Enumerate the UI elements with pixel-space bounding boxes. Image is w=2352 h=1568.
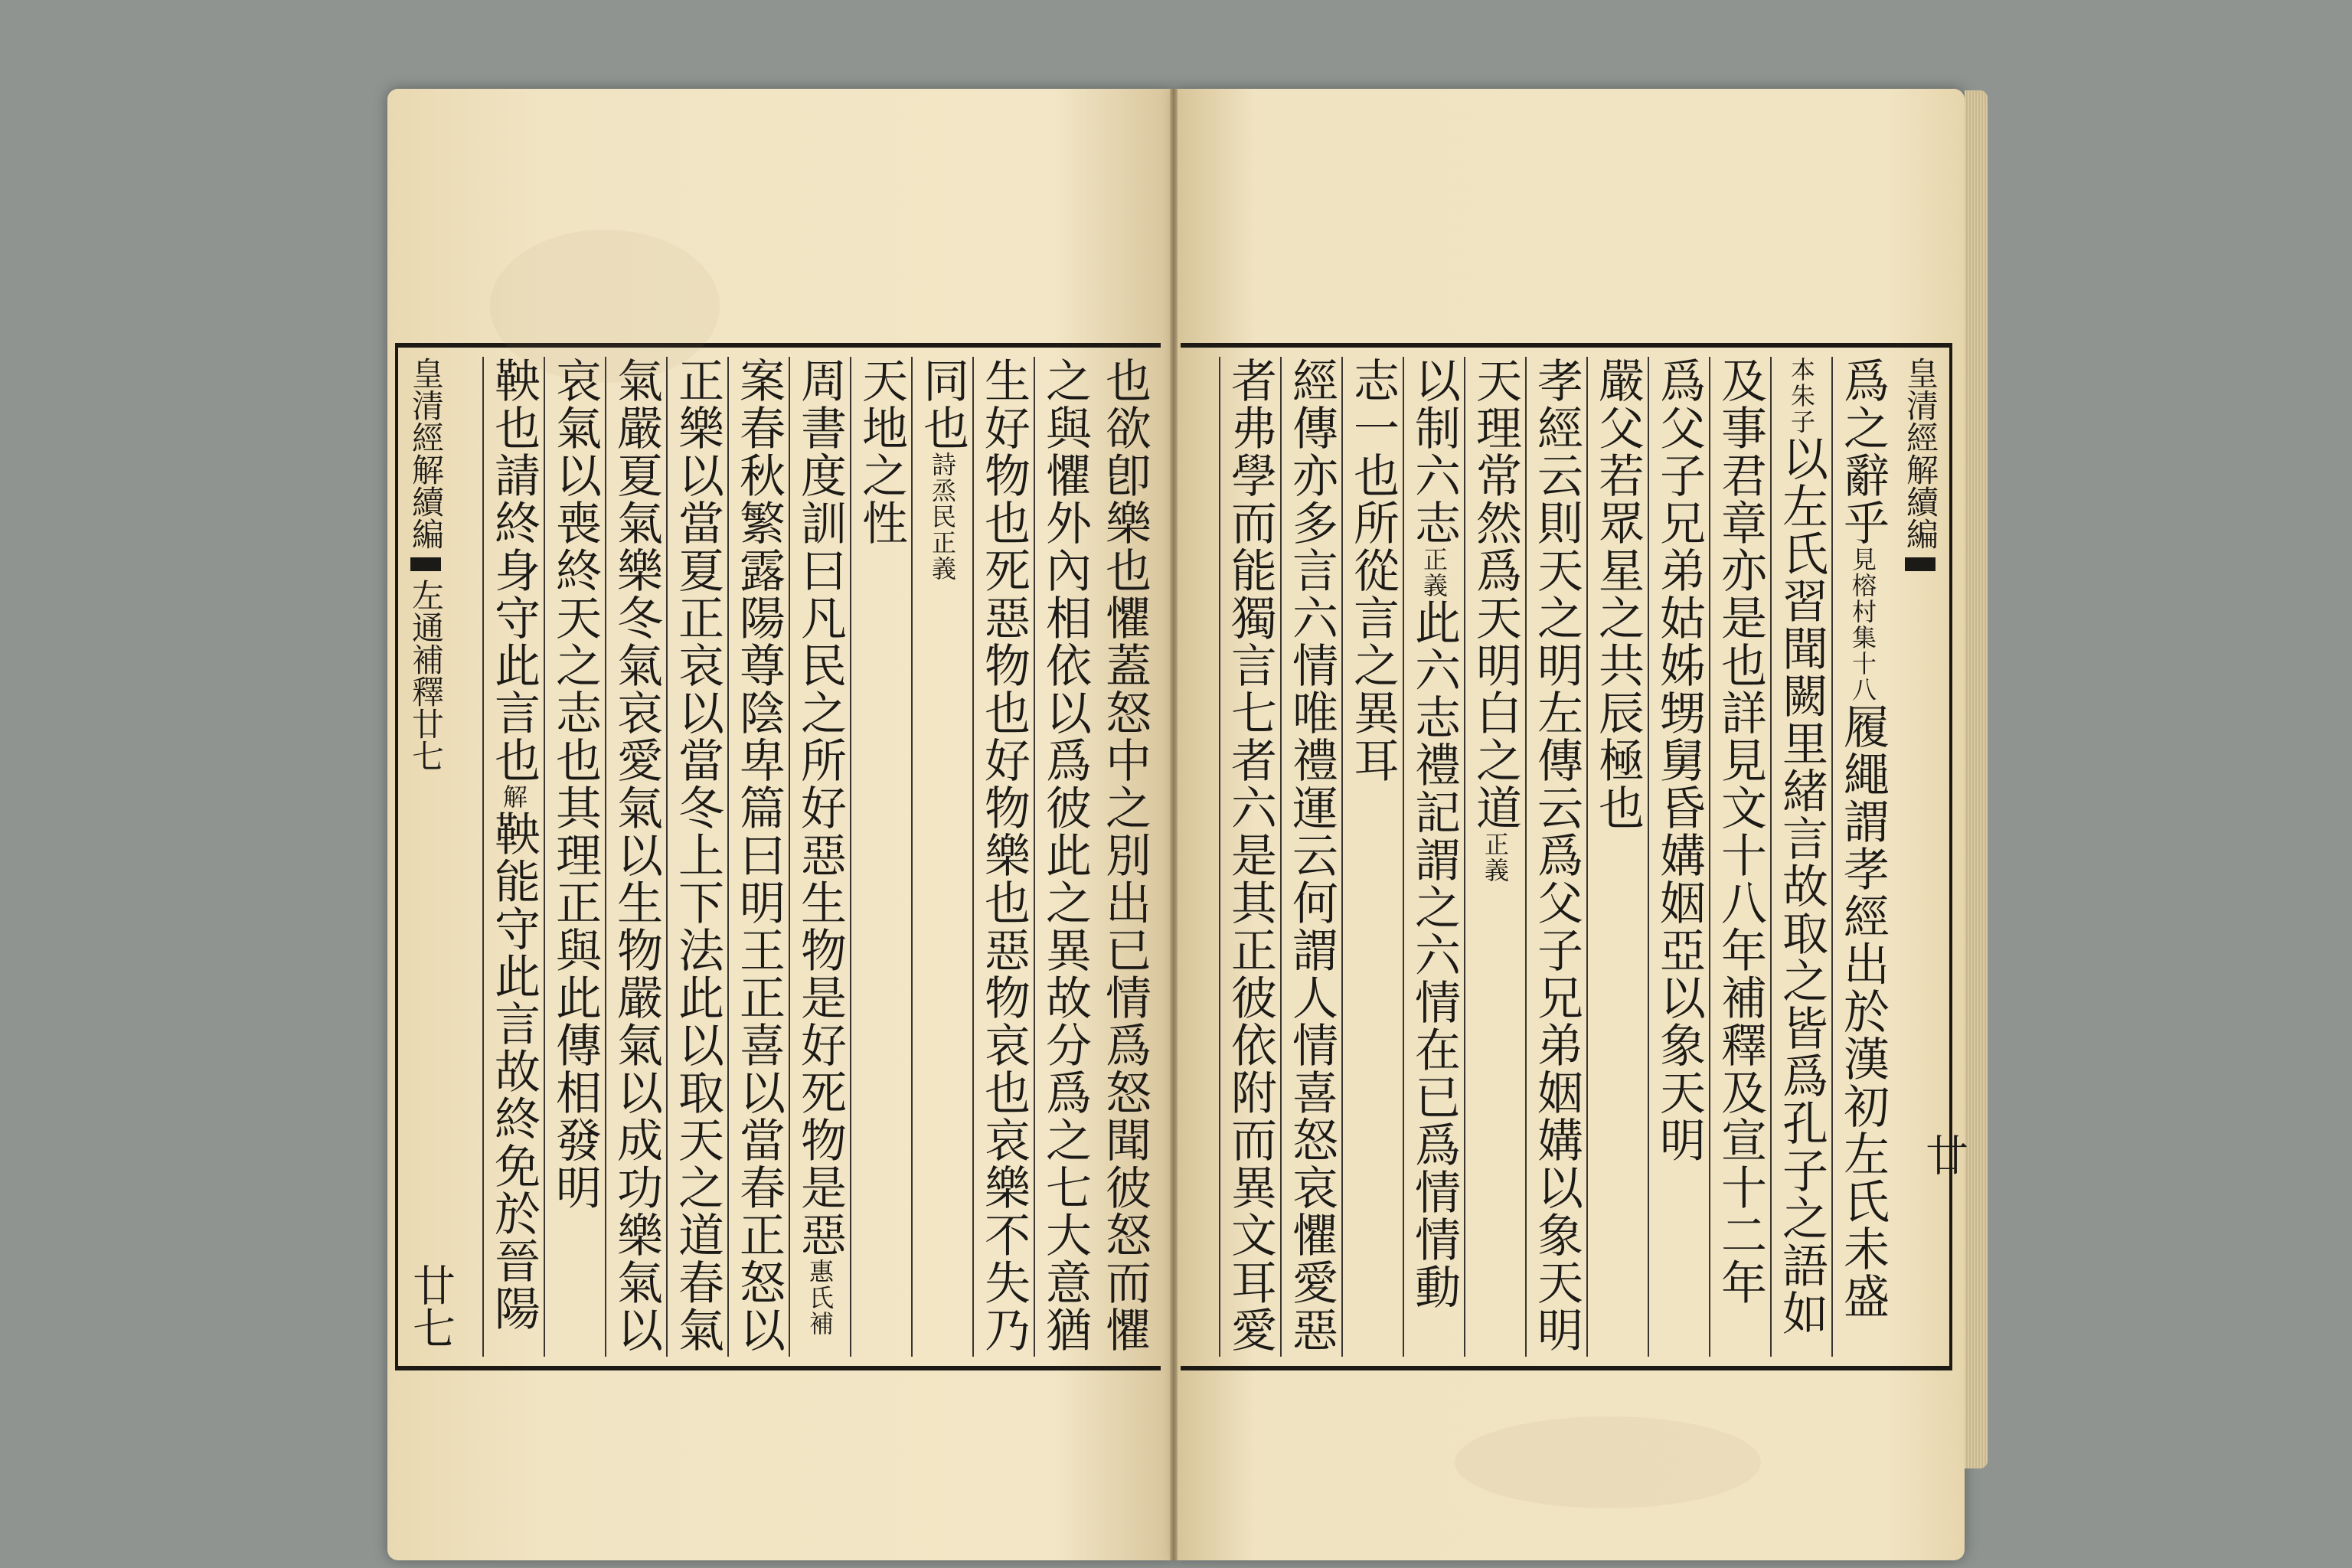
text-column: 同也詩烝民正義 (911, 357, 972, 1357)
text-column: 正樂以當夏正哀以當冬上下法此以取天之道春氣 (666, 357, 727, 1357)
text-column: 之與懼外內相依以爲彼此之異故分爲之七大意猶 (1034, 357, 1095, 1357)
annotation-note: 詩烝民正義 (928, 452, 957, 582)
text-column: 也欲卽樂也懼蓋怒中之別出已情爲怒聞彼怒而懼 (1098, 357, 1152, 1354)
text-column: 經傳亦多言六情唯禮運云何謂人情喜怒哀懼愛惡 (1280, 357, 1341, 1357)
annotation-note: 見榕村集十八 (1848, 547, 1877, 703)
left-page-number: 廿七 (406, 1263, 456, 1349)
text-column: 氣嚴夏氣樂冬氣哀愛氣以生物嚴氣以成功樂氣以 (605, 357, 666, 1357)
right-page-margin-title: 皇清經解續編 (1900, 357, 1940, 1357)
paper-stain (1455, 1416, 1761, 1508)
book-gutter (1170, 89, 1178, 1560)
text-column: 爲之辭乎見榕村集十八履繩謂孝經出於漢初左氏未盛 (1831, 357, 1893, 1357)
annotation-note: 惠氏補 (805, 1259, 835, 1337)
text-column: 天地之性 (850, 357, 911, 1357)
left-page-margin-title: 皇清經解續編左通補釋廿七 (407, 357, 445, 772)
annotation-note: 解 (499, 784, 528, 810)
right-text-frame (1181, 343, 1952, 1370)
text-column: 爲父子兄弟姑姊甥舅昏媾姻亞以象天明 (1648, 357, 1709, 1357)
text-column: 案春秋繁露陽尊陰卑篇曰明王正喜以當春正怒以 (727, 357, 789, 1357)
text-column: 鞅也請終身守此言也解鞅能守此言故終免於晉陽 (482, 357, 544, 1357)
page-edges (1965, 90, 1988, 1468)
annotation-note: 正義 (1419, 547, 1449, 599)
text-column: 以制六志正義此六志禮記謂之六情在已爲情情動 (1403, 357, 1464, 1357)
text-column: 哀氣以喪終天之志也其理正與此傳相發明 (544, 357, 605, 1357)
text-column: 本朱子以左氏習聞闕里緒言故取之皆爲孔子之語如 (1770, 357, 1831, 1357)
left-text-frame (395, 343, 1161, 1370)
paper-stain (490, 230, 720, 383)
text-column: 周書度訓曰凡民之所好惡生物是好死物是惡惠氏補 (789, 357, 850, 1357)
text-column: 及事君章亦是也詳見文十八年補釋及宣十二年 (1709, 357, 1770, 1357)
right-page-number: 廿 (1919, 1133, 1968, 1176)
text-column: 者弗學而能獨言七者六是其正彼依附而異文耳愛 (1219, 357, 1280, 1357)
annotation-note: 正義 (1481, 831, 1510, 884)
text-column: 生好物也死惡物也好物樂也惡物哀也哀樂不失乃 (972, 357, 1034, 1357)
text-column: 嚴父若眾星之共辰極也 (1586, 357, 1648, 1357)
text-column: 志一也所從言之異耳 (1341, 357, 1403, 1357)
text-column: 孝經云則天之明左傳云爲父子兄弟姻媾以象天明 (1525, 357, 1586, 1357)
text-column: 天理常然爲天明白之道正義 (1464, 357, 1525, 1357)
annotation-note: 本朱子 (1787, 357, 1816, 435)
